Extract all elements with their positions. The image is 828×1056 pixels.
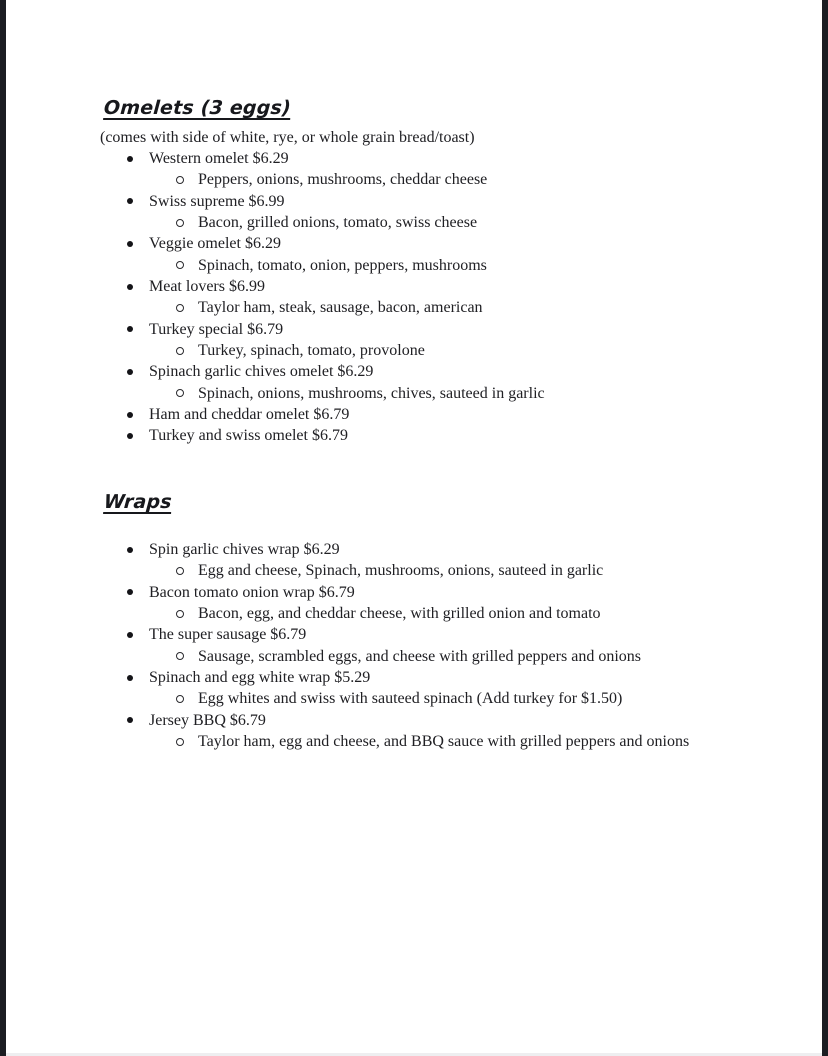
section-title: Wraps [103, 491, 173, 513]
menu-item-detail [0, 731, 828, 752]
menu-item [0, 361, 828, 382]
sub-bullet-icon [176, 304, 184, 312]
menu-item [0, 710, 828, 731]
sub-bullet-icon [176, 219, 184, 227]
sub-bullet-icon [176, 567, 184, 575]
menu-item [0, 319, 828, 340]
menu-item-text: Spin garlic chives wrap $6.29 [149, 541, 340, 558]
menu-item-text: Spinach and egg white wrap $5.29 [149, 668, 371, 686]
menu-item [0, 404, 828, 425]
menu-item-detail-text: Bacon, egg, and cheddar cheese, with grilled onion and tomato [198, 604, 601, 622]
menu-item-detail-text: Turkey, spinach, tomato, provolone [198, 341, 425, 359]
sub-bullet-icon [176, 695, 184, 703]
menu-item-text: Jersey BBQ $6.79 [149, 711, 266, 729]
menu-item-detail [0, 383, 828, 404]
bullet-icon [127, 547, 133, 553]
menu-item-text: Turkey and swiss omelet $6.79 [149, 427, 348, 445]
menu-item [0, 233, 828, 254]
section-title: Omelets (3 eggs) [103, 97, 292, 119]
page-left-edge [0, 0, 6, 1056]
sub-bullet-icon [176, 176, 184, 184]
bullet-icon [127, 369, 133, 375]
bullet-icon [127, 156, 133, 162]
page-right-edge [822, 0, 828, 1056]
bullet-icon [127, 433, 133, 439]
bullet-icon [127, 412, 133, 418]
menu-item [0, 667, 828, 688]
menu-list [0, 148, 828, 447]
menu-item-detail-text: Taylor ham, egg and cheese, and BBQ sauce with grilled peppers and onions [198, 732, 690, 750]
menu-item-text: Bacon tomato onion wrap $6.79 [149, 583, 355, 601]
menu-section [0, 489, 828, 752]
menu-item-detail [0, 560, 828, 581]
menu-item-detail-text: Spinach, onions, mushrooms, chives, sauteed in garlic [198, 384, 545, 402]
menu-item-detail [0, 297, 828, 318]
menu-item-detail-text: Spinach, tomato, onion, peppers, mushrooms [198, 256, 487, 274]
menu-item-detail-text: Peppers, onions, mushrooms, cheddar cheese [198, 171, 488, 189]
menu-item [0, 582, 828, 603]
sub-bullet-icon [176, 347, 184, 355]
menu-item-detail-text: Taylor ham, steak, sausage, bacon, american [198, 299, 483, 317]
menu-section [0, 95, 828, 447]
bullet-icon [127, 326, 133, 332]
sub-bullet-icon [176, 389, 184, 397]
bullet-icon [127, 675, 133, 681]
bullet-icon [127, 284, 133, 290]
menu-item-detail-text: Bacon, grilled onions, tomato, swiss cheese [198, 213, 478, 231]
menu-item-text: Spinach garlic chives omelet $6.29 [149, 363, 374, 381]
bullet-icon [127, 632, 133, 638]
menu-item [0, 276, 828, 297]
bullet-icon [127, 198, 133, 204]
menu-item [0, 425, 828, 446]
menu-item-detail [0, 340, 828, 361]
sub-bullet-icon [176, 652, 184, 660]
sub-bullet-icon [176, 261, 184, 269]
menu-item-detail [0, 646, 828, 667]
menu-item-text: Turkey special $6.79 [149, 320, 284, 338]
menu-item-text: The super sausage $6.79 [149, 626, 307, 644]
menu-item-text: Ham and cheddar omelet $6.79 [149, 405, 350, 423]
menu-item [0, 191, 828, 212]
menu-item-text: Veggie omelet $6.29 [149, 235, 281, 253]
menu-item-detail [0, 169, 828, 190]
menu-item-detail-text: Sausage, scrambled eggs, and cheese with grilled peppers and onions [198, 647, 641, 665]
menu-list [0, 539, 828, 752]
sub-bullet-icon [176, 738, 184, 746]
menu-item [0, 539, 828, 560]
menu-item-text: Meat lovers $6.99 [149, 277, 265, 295]
menu-item-detail [0, 688, 828, 709]
menu-item-text: Western omelet $6.29 [149, 150, 289, 167]
menu-item-text: Swiss supreme $6.99 [149, 192, 285, 210]
bullet-icon [127, 589, 133, 595]
menu-item-detail [0, 212, 828, 233]
menu-item-detail [0, 603, 828, 624]
menu-item-detail-text: Egg whites and swiss with sauteed spinach (Add turkey for $1.50) [198, 690, 623, 708]
section-note: (comes with side of white, rye, or whole grain bread/toast) [100, 129, 475, 146]
bullet-icon [127, 717, 133, 723]
menu-item-detail [0, 255, 828, 276]
sub-bullet-icon [176, 610, 184, 618]
bullet-icon [127, 241, 133, 247]
menu-item [0, 148, 828, 169]
menu-item [0, 624, 828, 645]
menu-item-detail-text: Egg and cheese, Spinach, mushrooms, onions, sauteed in garlic [198, 562, 604, 580]
